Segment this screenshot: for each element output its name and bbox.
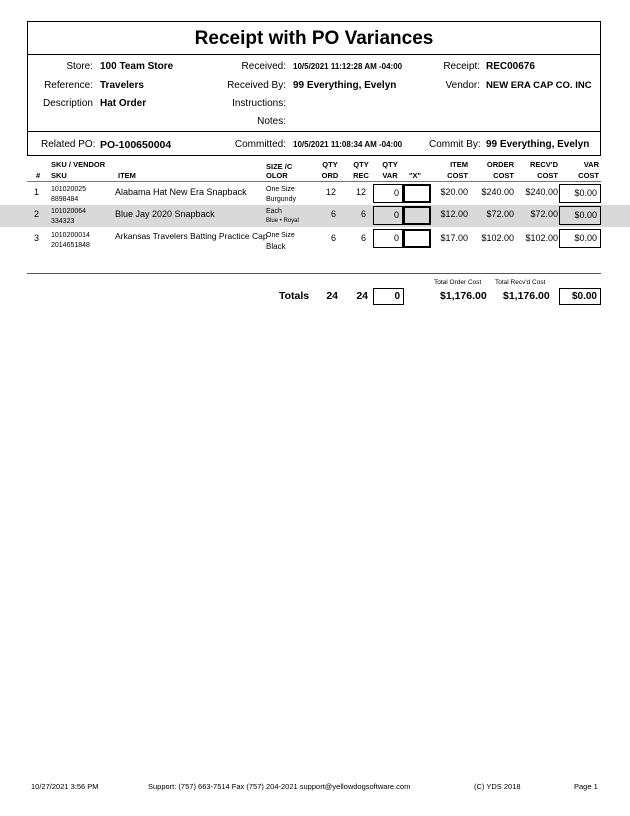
row-2-qty-var: 0 [393,210,399,220]
header-order-cost-1: ORDER [486,160,514,169]
received-by-label: Received By: [227,80,286,91]
footer-datetime: 10/27/2021 3:56 PM [31,782,99,791]
reference-value: Travelers [100,80,144,91]
row-1-qty-ord: 12 [325,187,336,197]
received-value: 10/5/2021 11:12:28 AM -04:00 [293,62,403,71]
header-size-2: OLOR [266,171,288,180]
row-1-vendor-sku: 8898484 [51,196,79,203]
vendor-label: Vendor: [445,80,480,91]
committed-value: 10/5/2021 11:08:34 AM -04:00 [293,140,403,149]
row-3-item: Arkansas Travelers Batting Practice Cap [115,231,268,241]
row-2-item-cost: $12.00 [440,209,468,219]
header-qty-ord-2: ORD [321,171,339,180]
footer-copyright: (C) YDS 2018 [474,782,521,791]
received-by-value: 99 Everything, Evelyn [293,80,397,91]
vendor-value: NEW ERA CAP CO. INC [486,80,592,91]
report-title-box [27,21,601,55]
row-1-order-cost: $240.00 [481,187,514,197]
header-qty-ord-1: QTY [322,160,338,169]
instructions-label: Instructions: [232,98,286,109]
header-order-cost-2: COST [493,171,514,180]
totals-qty-ord: 24 [326,290,338,302]
totals-divider [27,273,601,274]
row-1-item: Alabama Hat New Era Snapback [115,187,247,197]
totals-label: Totals [279,290,310,302]
commit-by-label: Commit By: [429,139,481,150]
totals-qty-rec: 24 [356,290,368,302]
related-po-value: PO-100650004 [100,139,172,151]
row-2-recvd-cost: $72.00 [530,209,558,219]
row-2-x-box [403,206,431,225]
row-1-recvd-cost: $240.00 [525,187,558,197]
header-qty-var-2: VAR [382,171,398,180]
row-2-qty-rec: 6 [360,209,366,219]
row-3-color: Black [266,242,286,251]
total-order-cost-label: Total Order Cost [434,279,482,286]
row-2-qty-var-field [373,206,403,225]
row-1-qty-var: 0 [393,188,399,198]
row-1-x-box [403,184,431,203]
row-2-qty-ord: 6 [330,209,336,219]
info-divider [27,131,601,132]
totals-qty-var-field [373,288,404,305]
row-2-var-cost: $0.00 [574,210,597,220]
header-item-cost-1: ITEM [450,160,468,169]
header-var-cost-1: VAR [583,160,599,169]
description-value: Hat Order [100,98,147,109]
header-qty-rec-2: REC [353,171,369,180]
receipt-label: Receipt: [443,61,480,72]
row-3-var-cost: $0.00 [574,233,597,243]
commit-by-value: 99 Everything, Evelyn [486,139,590,150]
notes-label: Notes: [257,116,286,127]
row-1-var-cost: $0.00 [574,188,597,198]
header-item: ITEM [118,171,136,180]
row-3-var-cost-field [559,229,601,248]
footer-page: Page 1 [574,782,598,791]
header-sku: SKU [51,171,67,180]
row-3-x-box [403,229,431,248]
row-1-item-cost: $20.00 [440,187,468,197]
row-1-sku: 101020025 [51,186,87,193]
row-2-item: Blue Jay 2020 Snapback [115,209,215,219]
row-2-order-cost: $72.00 [486,209,514,219]
row-1-size: One Size [266,186,295,193]
header-num: # [36,171,41,180]
totals-var-cost: $0.00 [571,291,597,302]
header-recvd-cost-2: COST [537,171,558,180]
totals-qty-var: 0 [394,291,400,302]
row-1-var-cost-field [559,184,601,203]
total-recvd-cost: $1,176.00 [503,290,550,302]
receipt-value: REC00676 [486,61,535,72]
row-3-vendor-sku: 2014651848 [51,242,90,249]
row-3-order-cost: $102.00 [481,233,514,243]
total-recvd-cost-label: Total Recv'd Cost [495,279,546,286]
header-divider [27,181,601,182]
store-value: 100 Team Store [100,61,174,72]
row-2-num: 2 [34,209,40,219]
header-x: "X" [408,171,422,180]
report-title: Receipt with PO Variances [194,28,434,49]
header-size-1: SIZE /C [266,162,293,171]
row-1-qty-rec: 12 [355,187,366,197]
row-3-recvd-cost: $102.00 [525,233,558,243]
row-3-qty-var-field [373,229,403,248]
header-qty-rec-1: QTY [353,160,369,169]
total-order-cost: $1,176.00 [440,290,487,302]
row-1-color: Burgundy [266,196,296,203]
row-1-qty-var-field [373,184,403,203]
row-2-color: Blue • Royal [266,218,299,224]
received-label: Received: [241,61,286,72]
header-qty-var-1: QTY [382,160,398,169]
row-3-item-cost: $17.00 [440,233,468,243]
committed-label: Committed: [234,139,286,150]
row-1-num: 1 [34,187,40,197]
row-3-qty-var: 0 [393,233,399,243]
description-label: Description [42,98,93,109]
header-recvd-cost-1: RECV'D [529,160,558,169]
row-3-num: 3 [34,233,40,243]
totals-var-cost-field [559,288,601,305]
row-2-size: Each [266,208,282,215]
row-3-qty-ord: 6 [330,233,336,243]
reference-label: Reference: [44,80,93,91]
row-2-sku: 101020064 [51,208,87,215]
header-var-cost-2: COST [578,171,599,180]
related-po-label: Related PO: [41,139,96,150]
header-sku-vendor: SKU / VENDOR [51,160,106,169]
header-item-cost-2: COST [447,171,468,180]
store-label: Store: [66,61,93,72]
row-3-sku: 1010200014 [51,232,90,239]
footer-support: Support: (757) 663-7514 Fax (757) 204-2021 support@yellowdogsoftware.com [148,782,411,791]
row-3-qty-rec: 6 [360,233,366,243]
row-2-vendor-sku: 334323 [51,218,75,225]
row-3-size: One Size [266,232,295,239]
row-2-var-cost-field [559,206,601,225]
